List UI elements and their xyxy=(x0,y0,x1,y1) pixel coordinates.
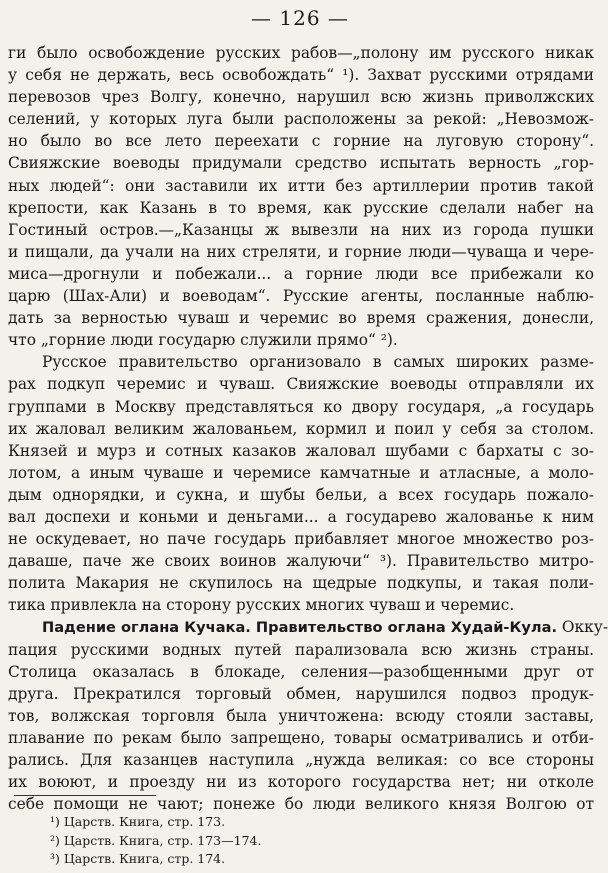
text-line: крепости, как Казань в то время, как русские сделали набег на xyxy=(8,198,594,217)
text-line: что „горние люди государю служили прямо“ ²). xyxy=(8,331,398,350)
text-line: царю (Шах-Али) и воеводам“. Русские агенты, посланные наблю- xyxy=(8,287,594,306)
text-line: Свияжские воеводы придумали средство испытать верность „гор- xyxy=(8,154,594,173)
text-line: себе помощи не чают; понеже бо люди великого князя Волгою от xyxy=(8,795,594,814)
text-line: но было во все лето переехати с горние на луговую сторону“. xyxy=(8,132,594,151)
footnotes xyxy=(50,813,261,869)
text-line: плавание по рекам было запрещено, товары осматривались и отби- xyxy=(8,728,594,747)
text-line: даваше, паче же своих воинов жалуючи“ ³). Правительство митро- xyxy=(8,552,594,571)
text-line: перевозов чрез Волгу, конечно, нарушил всю жизнь приволжских xyxy=(8,88,594,107)
text-line: их жаловал великим жалованьем, кормил и поил у себя за столом. xyxy=(8,419,594,438)
text-line: ных людей“: они заставили их итти без артиллерии против такой xyxy=(8,176,594,195)
footnote: ³) Царств. Книга, стр. 174. xyxy=(50,851,226,866)
text-line: дым однорядки, и сукна, и шубы бельи, а всех государь пожало- xyxy=(8,485,594,504)
text-line: группами в Москву представляться ко двору государя, „а государь xyxy=(8,397,594,416)
text-line: селений, у которых луга были расположены за рекой: „Невозмож- xyxy=(8,110,594,129)
text-line: полита Макария не скупилось на щедрые подкупы, и такая поли- xyxy=(8,574,594,593)
footnote: ¹) Царств. Книга, стр. 173. xyxy=(50,814,226,829)
section-heading-line xyxy=(8,616,608,638)
text-line: рах подкуп черемис и чуваш. Свияжские воеводы отправляли их xyxy=(8,375,594,394)
text-line: лотом, а иным чуваше и черемисе камчатные и атласные, а моло- xyxy=(8,463,594,482)
section-heading: Падение оглана Кучака. Правительство оглана Худай-Кула. xyxy=(42,619,558,637)
footnote-divider xyxy=(14,795,156,796)
text-line: их воюют, и проезду ни из которого государства нет; ни отколе xyxy=(8,773,594,792)
text-line: вал доспехи и коньми и деньгами... а государево жалованье к ним xyxy=(8,507,594,526)
page-number: — 126 — xyxy=(251,6,349,30)
text-line: ги было освобождение русских рабов—„полону им русского никак xyxy=(8,44,594,62)
text-line: рались. Для казанцев наступила „нужда великая: со все стороны xyxy=(8,751,594,769)
text-line: миса—дрогнули и побежали... а горние люди все прибежали ко xyxy=(8,264,594,283)
text-line: Русское правительство организовало в самых широких разме- xyxy=(42,353,594,372)
text-line: тов, волжская торговля была уничтожена: всюду стояли заставы, xyxy=(8,706,594,725)
paragraph-2 xyxy=(8,351,594,616)
footnote: ²) Царств. Книга, стр. 173—174. xyxy=(50,832,262,848)
text-line: не оскудевает, но паче государь прибавляет многое множество роз- xyxy=(8,530,594,549)
text-line: у себя не держать, весь освобождать“ ¹). Захват русскими отрядами xyxy=(8,66,594,85)
text-line: тика привлекла на сторону русских многих чуваш и черемис. xyxy=(8,596,515,615)
heading-tail: Окку- xyxy=(561,618,608,637)
paragraph-1 xyxy=(8,42,594,351)
page-body xyxy=(8,42,608,815)
text-line: дать за верностью чуваш и черемис во время сражения, донесли, xyxy=(8,309,594,328)
text-line: Столица оказалась в блокаде, селения—разобщенными друг от xyxy=(8,662,594,681)
text-line: Гостиный остров.—„Казанцы ж вывезли на них из города пушки xyxy=(8,220,594,239)
text-line: Князей и мурз и сотных казаков жаловал шубами с бархаты с зо- xyxy=(8,441,594,460)
paragraph-3 xyxy=(8,616,608,815)
text-line: друга. Прекратился торговый обмен, нарушился подвоз продук- xyxy=(8,684,594,703)
text-line: пация русскими водных путей парализовала всю жизнь страны. xyxy=(8,640,594,659)
text-line: и пищали, да учали на них стреляти, и горние люди—чуваща и чере- xyxy=(8,242,594,261)
